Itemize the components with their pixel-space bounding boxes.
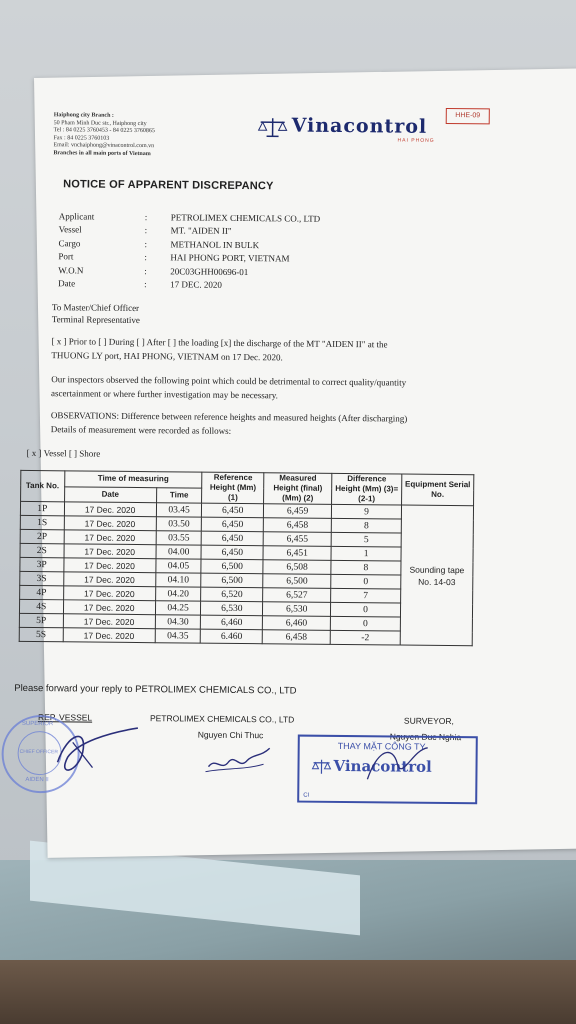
prior-line: THUONG LY port, HAI PHONG, VIETNAM on 17 Dec. 2020. xyxy=(51,350,283,363)
stamp-caption: THAY MẶT CÔNG TY xyxy=(337,740,426,752)
info-value: 17 DEC. 2020 xyxy=(170,279,222,290)
scales-logo-icon xyxy=(258,116,288,138)
info-value: METHANOL IN BULK xyxy=(170,239,260,250)
cell-date: 17 Dec. 2020 xyxy=(64,530,156,545)
branch-line: 50 Pham Minh Duc str., Haiphong city xyxy=(53,119,147,127)
branch-line: Fax : 84 0225 3760103 xyxy=(53,134,110,142)
cell-time: 04.00 xyxy=(156,545,202,559)
info-value: 20C03GHH00696-01 xyxy=(170,265,249,277)
cell-reference: 6,450 xyxy=(202,531,264,546)
cell-difference: 1 xyxy=(331,546,401,561)
info-row: Port : HAI PHONG PORT, VIETNAM xyxy=(58,250,320,266)
cell-measured: 6,527 xyxy=(263,588,331,603)
cell-measured: 6,530 xyxy=(263,602,331,617)
stamp-center-text: CHIEF OFFICER xyxy=(19,748,59,756)
company-signature-icon xyxy=(203,742,273,779)
reply-instruction: Please forward your reply to PETROLIMEX CHEMICALS CO., LTD xyxy=(14,682,297,697)
cell-time: 04.20 xyxy=(155,587,201,601)
cell-time: 04.25 xyxy=(155,601,201,615)
cell-measured: 6,459 xyxy=(264,504,332,519)
info-value: HAI PHONG PORT, VIETNAM xyxy=(170,252,290,264)
cell-reference: 6,460 xyxy=(201,615,263,630)
cell-reference: 6.460 xyxy=(201,629,263,644)
company-person: Nguyen Chi Thuc xyxy=(197,729,264,741)
cell-reference: 6,520 xyxy=(201,587,263,602)
stamp-top-text: SUPERIOR xyxy=(21,720,54,728)
cell-time: 03.55 xyxy=(156,531,202,545)
cell-difference: 0 xyxy=(330,616,400,631)
cell-reference: 6,530 xyxy=(201,601,263,616)
rep-vessel-label: REP. VESSEL xyxy=(37,712,93,723)
cell-reference: 6,450 xyxy=(201,545,263,560)
cell-difference: 8 xyxy=(331,518,401,533)
cell-equipment: Sounding tape No. 14-03 xyxy=(400,505,473,646)
cell-date: 17 Dec. 2020 xyxy=(63,614,155,629)
cell-date: 17 Dec. 2020 xyxy=(64,502,156,517)
cell-time: 03.50 xyxy=(156,517,202,531)
cell-difference: 5 xyxy=(331,532,401,547)
cell-difference: 0 xyxy=(331,574,401,589)
surveyor-label: SURVEYOR, xyxy=(403,715,454,727)
info-row: Date : 17 DEC. 2020 xyxy=(58,277,320,293)
cell-time: 04.30 xyxy=(155,615,201,629)
info-row: Applicant : PETROLIMEX CHEMICALS CO., LTD xyxy=(59,210,321,226)
cell-date: 17 Dec. 2020 xyxy=(64,516,156,531)
discrepancy-table xyxy=(19,470,475,646)
header-time: Time xyxy=(156,487,202,503)
header-measured: Measured Height (final) (Mm) (2) xyxy=(264,473,332,505)
header-difference: Difference Height (Mm) (3)=(2-1) xyxy=(332,473,402,505)
cell-reference: 6,450 xyxy=(202,517,264,532)
document-content xyxy=(14,90,564,855)
prior-line: [ x ] Prior to [ ] During [ ] After [ ] the loading [x] the discharge of the MT "AIDEN II" at the xyxy=(51,336,388,350)
header-date: Date xyxy=(64,486,156,502)
observations-line: OBSERVATIONS: Difference between reference heights and measured heights (After discharging) xyxy=(50,410,408,424)
info-label: Cargo xyxy=(58,238,81,249)
info-value: MT. "AIDEN II" xyxy=(170,225,232,237)
info-value: PETROLIMEX CHEMICALS CO., LTD xyxy=(170,212,321,224)
info-row: Vessel : MT. "AIDEN II" xyxy=(59,224,321,240)
cell-date: 17 Dec. 2020 xyxy=(63,586,155,601)
addressee-line: To Master/Chief Officer xyxy=(51,302,140,314)
stamp-scales-icon xyxy=(311,759,331,775)
cell-time: 04.10 xyxy=(156,573,202,587)
cell-date: 17 Dec. 2020 xyxy=(63,628,155,643)
cell-tank: 2S xyxy=(20,543,64,557)
cell-tank: 1S xyxy=(20,515,64,529)
form-code-box: HHE-09 xyxy=(446,108,490,124)
cell-date: 17 Dec. 2020 xyxy=(63,600,155,615)
branch-line: Haiphong city Branch : xyxy=(53,112,114,119)
cell-measured: 6,508 xyxy=(263,560,331,575)
cell-date: 17 Dec. 2020 xyxy=(63,572,155,587)
cell-tank: 3S xyxy=(20,571,64,585)
cell-reference: 6,450 xyxy=(202,503,264,518)
branch-line: Email: vnchaiphong@vinacontrol.com.vn xyxy=(53,142,155,150)
observed-line: Our inspectors observed the following point which could be detrimental to correct quality/quantity xyxy=(51,374,407,388)
surveyor-person: Nguyen Duc Nghia xyxy=(389,731,462,743)
cell-measured: 6,455 xyxy=(263,532,331,547)
info-label: Date xyxy=(58,278,76,289)
cell-measured: 6,458 xyxy=(262,630,330,645)
document-title: NOTICE OF APPARENT DISCREPANCY xyxy=(63,178,274,193)
cell-measured: 6,500 xyxy=(263,574,331,589)
addressee xyxy=(52,300,492,330)
cell-time: 03.45 xyxy=(156,503,202,517)
cell-time: 04.05 xyxy=(156,559,202,573)
info-block xyxy=(58,210,320,293)
cell-reference: 6,500 xyxy=(201,573,263,588)
info-row: W.O.N : 20C03GHH00696-01 xyxy=(58,264,320,280)
logo-subtext: HAI PHONG xyxy=(397,137,435,144)
vinacontrol-logo xyxy=(257,114,457,146)
stamp-name: Vinacontrol xyxy=(333,756,432,776)
addressee-line: Terminal Representative xyxy=(51,314,140,326)
cell-measured: 6,458 xyxy=(263,518,331,533)
info-row: Cargo : METHANOL IN BULK xyxy=(58,237,320,253)
info-label: W.O.N xyxy=(58,264,84,276)
vessel-signature-icon xyxy=(37,722,148,783)
branch-line: Branches in all main ports of Vietnam xyxy=(53,149,151,157)
stamp-bottom-text: AIDEN II xyxy=(25,776,49,784)
cell-reference: 6,500 xyxy=(201,559,263,574)
cell-difference: 9 xyxy=(331,504,401,519)
cell-tank: 3P xyxy=(20,557,64,571)
cell-time: 04.35 xyxy=(155,629,201,643)
header-tank: Tank No. xyxy=(21,470,65,501)
vessel-shore-selector: [ x ] Vessel [ ] Shore xyxy=(26,447,101,459)
observed-paragraph xyxy=(51,372,491,404)
surveyor-signature-icon xyxy=(357,739,447,790)
header-reference: Reference Height (Mm) (1) xyxy=(202,472,264,504)
cell-difference: 7 xyxy=(331,588,401,603)
cell-difference: 0 xyxy=(331,602,401,617)
cell-tank: 4P xyxy=(20,585,64,599)
header-equipment: Equipment Serial No. xyxy=(402,474,474,506)
stamp-corner: CI xyxy=(303,792,310,799)
branch-address xyxy=(53,112,253,159)
observations-paragraph xyxy=(51,408,491,440)
cell-tank: 1P xyxy=(20,501,64,515)
cell-date: 17 Dec. 2020 xyxy=(63,558,155,573)
branch-line: Tel : 84 0225 3760453 - 84 0225 3760865 xyxy=(53,127,155,135)
observations-line: Details of measurement were recorded as follows: xyxy=(50,424,232,436)
cell-tank: 2P xyxy=(20,529,64,543)
info-label: Applicant xyxy=(58,211,95,222)
cell-tank: 4S xyxy=(19,599,63,613)
header-time-of-measuring: Time of measuring xyxy=(64,471,202,488)
cell-measured: 6,460 xyxy=(263,616,331,631)
logo-text: Vinacontrol xyxy=(291,114,428,138)
company-label: PETROLIMEX CHEMICALS CO., LTD xyxy=(149,713,295,725)
cell-date: 17 Dec. 2020 xyxy=(64,544,156,559)
cell-difference: -2 xyxy=(330,630,400,645)
cell-tank: 5P xyxy=(19,613,63,627)
cell-tank: 5S xyxy=(19,627,63,641)
cell-difference: 8 xyxy=(331,560,401,575)
cell-measured: 6,451 xyxy=(263,546,331,561)
prior-paragraph xyxy=(51,334,491,366)
info-label: Port xyxy=(58,251,74,262)
observed-line: ascertainment or where further investigation may be necessary. xyxy=(51,388,278,401)
info-label: Vessel xyxy=(58,224,82,235)
